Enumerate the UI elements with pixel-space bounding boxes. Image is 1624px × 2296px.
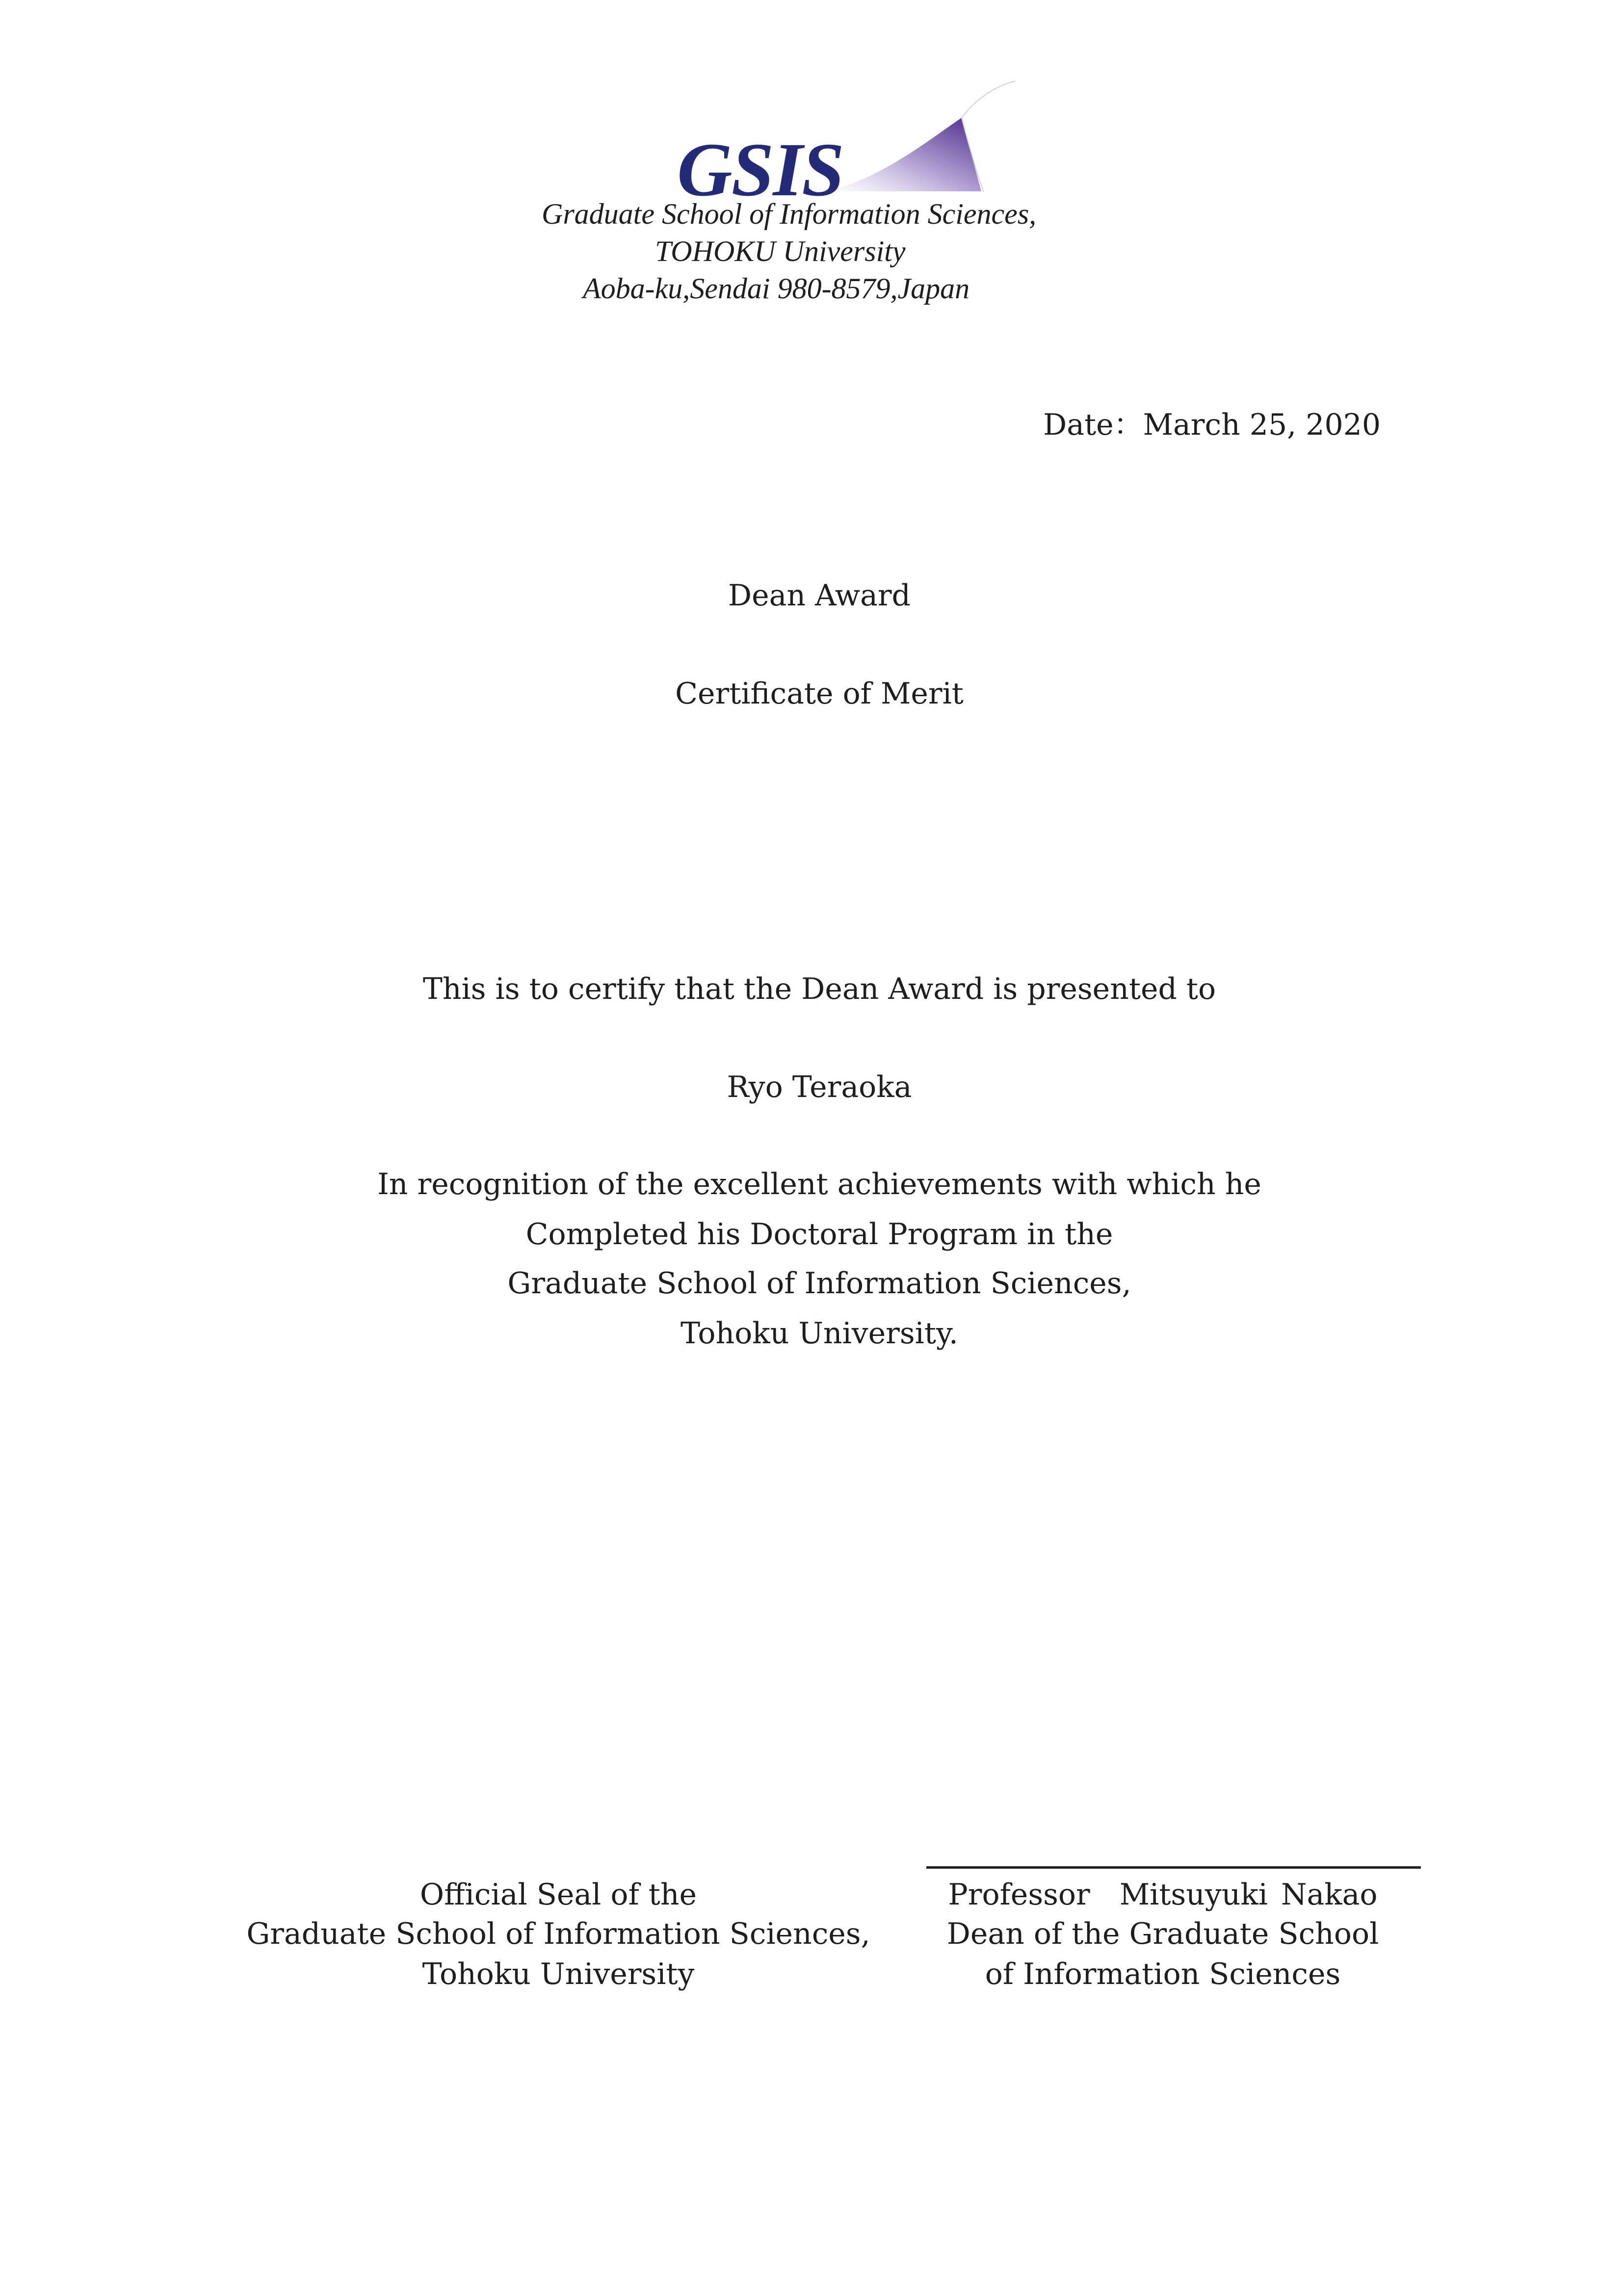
recognition-line: In recognition of the excellent achievements with which he	[377, 1167, 1261, 1201]
letterhead-address: Aoba-ku,Sendai 980-8579,Japan	[583, 272, 970, 305]
certificate-date: Date：March 25, 2020	[1043, 408, 1381, 442]
gsis-logo-sail	[814, 78, 1021, 196]
award-subtitle: Certificate of Merit	[675, 677, 964, 711]
seal-caption-line: Official Seal of the	[419, 1878, 697, 1912]
recognition-line: Completed his Doctoral Program in the	[525, 1217, 1113, 1252]
recognition-line: Graduate School of Information Sciences,	[507, 1266, 1131, 1301]
signature-line	[926, 1866, 1421, 1869]
letterhead-school: Graduate School of Information Sciences,	[542, 198, 1037, 230]
recognition-line: Tohoku University.	[681, 1316, 958, 1351]
certify-statement: This is to certify that the Dean Award is presented to	[422, 972, 1216, 1006]
seal-caption-line: Graduate School of Information Sciences,	[246, 1917, 870, 1951]
seal-caption-line: Tohoku University	[422, 1957, 695, 1991]
dean-title: of Information Sciences	[985, 1957, 1341, 1991]
letterhead-university: TOHOKU University	[655, 235, 906, 267]
award-title: Dean Award	[728, 578, 911, 613]
gsis-logo-wordmark: GSIS	[677, 127, 843, 212]
recipient-name: Ryo Teraoka	[727, 1070, 912, 1104]
dean-name: Professor Mitsuyuki Nakao	[948, 1878, 1378, 1912]
dean-title: Dean of the Graduate School	[946, 1917, 1379, 1951]
